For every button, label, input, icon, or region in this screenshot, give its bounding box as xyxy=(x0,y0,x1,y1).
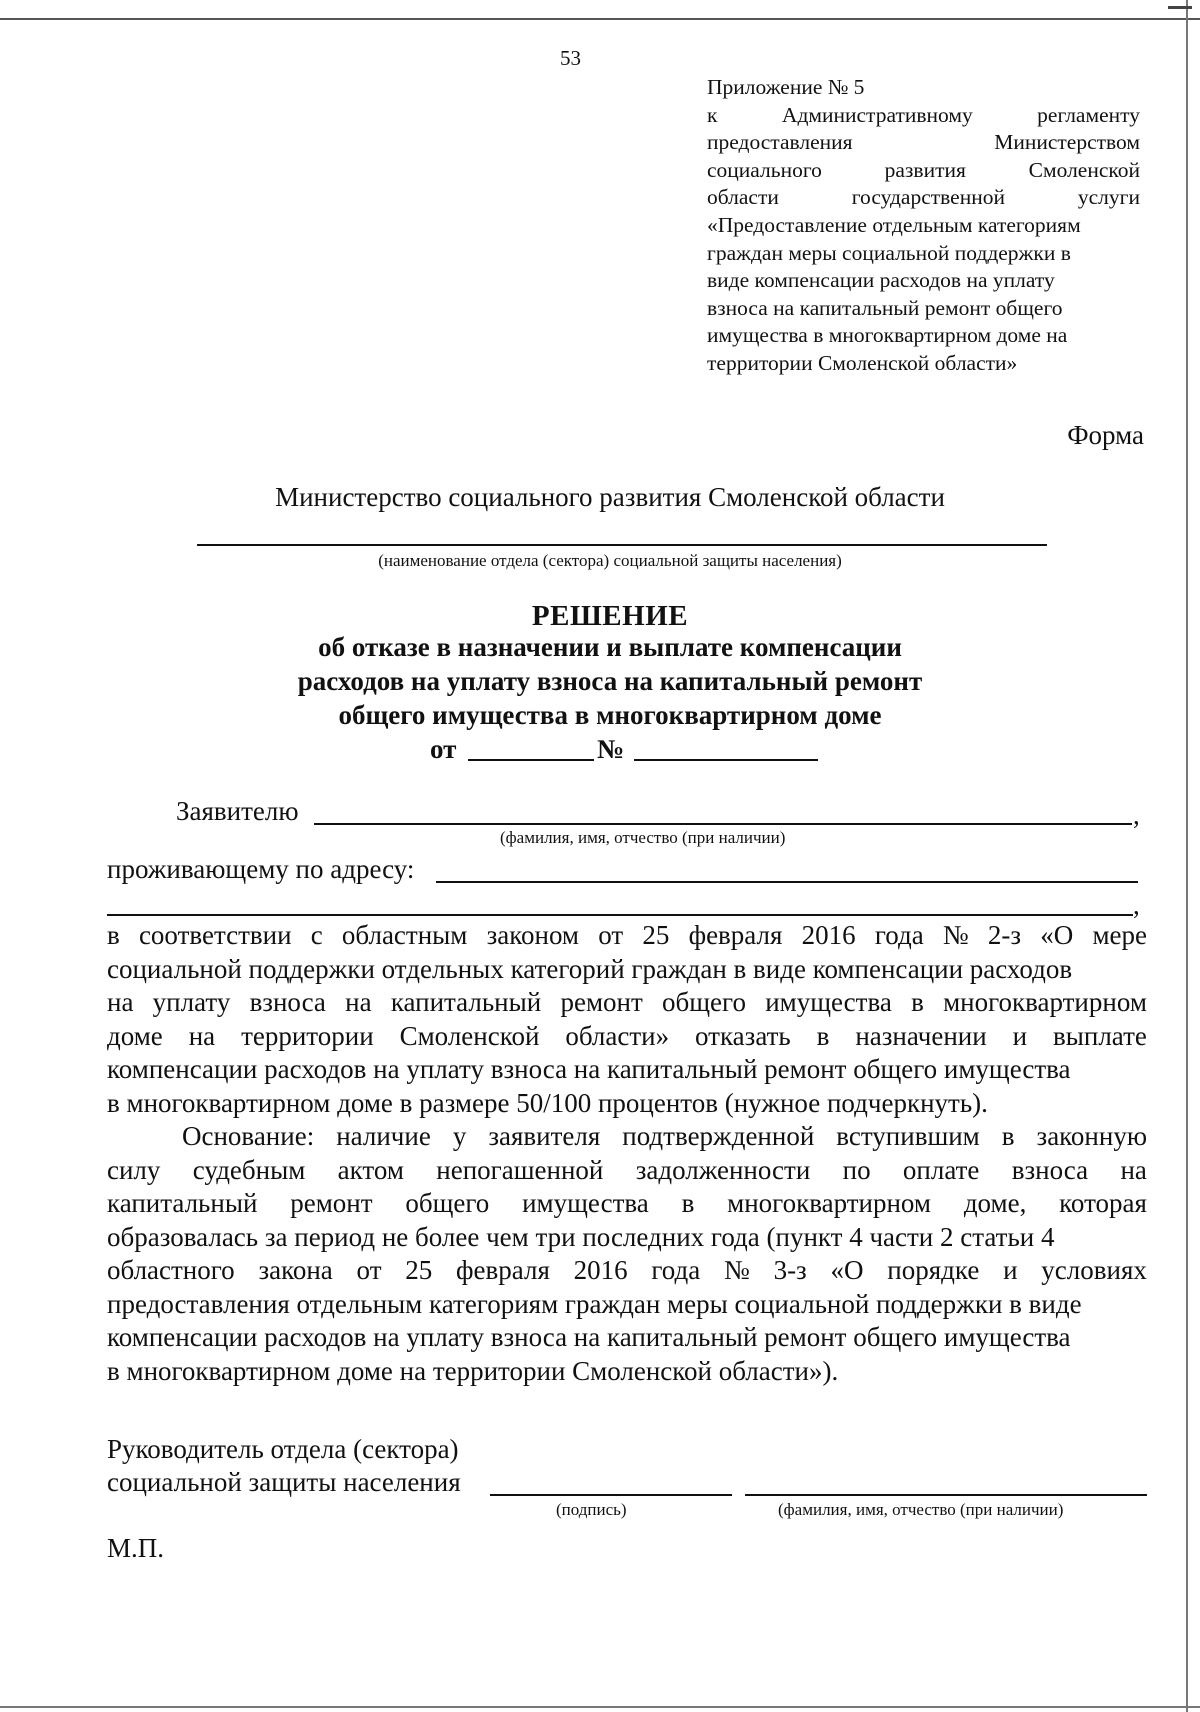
appendix-line: виде компенсации расходов на уплату xyxy=(707,268,1055,293)
appendix-line xyxy=(707,157,1140,185)
date-field[interactable] xyxy=(468,759,594,761)
address-field-line2[interactable] xyxy=(107,914,1133,916)
address-field[interactable] xyxy=(436,881,1138,883)
signatory-title-line2: социальной защиты населения xyxy=(107,1467,461,1497)
body-line: предоставления отдельным категориям граждан меры социальной поддержки в виде xyxy=(107,1288,1082,1319)
appendix-word: Смоленской xyxy=(1028,157,1140,182)
ministry-name: Министерство социального развития Смоленской области xyxy=(275,482,945,512)
scan-edge-top xyxy=(0,18,1200,20)
appendix-word: к xyxy=(707,102,718,127)
signature-caption: (подпись) xyxy=(556,1500,627,1519)
appendix-line: территории Смоленской области» xyxy=(707,350,1018,375)
appendix-word: развития xyxy=(884,157,966,182)
appendix-line: «Предоставление отдельным категориям xyxy=(707,212,1081,237)
appendix-line xyxy=(707,184,1140,212)
appendix-line: Приложение № 5 xyxy=(707,75,865,99)
decision-subtitle: об отказе в назначении и выплате компенсации xyxy=(318,632,902,662)
signatory-name-caption: (фамилия, имя, отчество (при наличии) xyxy=(778,1500,1064,1519)
decision-title: РЕШЕНИЕ xyxy=(531,600,689,632)
appendix-word: области xyxy=(707,185,779,210)
department-caption: (наименование отдела (сектора) социальной защиты населения) xyxy=(378,551,842,570)
number-field[interactable] xyxy=(634,759,818,761)
body-line: силу судебным актом непогашенной задолженности по оплате взноса на xyxy=(107,1154,1147,1185)
appendix-line: граждан меры социальной поддержки в xyxy=(707,240,1071,265)
page-number: 53 xyxy=(560,46,581,70)
stamp-placeholder: М.П. xyxy=(107,1533,165,1563)
body-line: доме на территории Смоленской области» отказать в назначении и выплате xyxy=(107,1020,1147,1051)
body-line: в многоквартирном доме на территории Смоленской области»). xyxy=(107,1355,839,1386)
applicant-name-field[interactable] xyxy=(314,823,1132,825)
appendix-word: регламенту xyxy=(1037,102,1140,127)
body-line: капитальный ремонт общего имущества в многоквартирном доме, которая xyxy=(107,1188,1147,1218)
body-line: областного закона от 25 февраля 2016 года № 3-з «О порядке и условиях xyxy=(107,1255,1147,1285)
appendix-word: предоставления xyxy=(707,130,853,155)
appendix-line xyxy=(707,102,1140,130)
appendix-word: Административному xyxy=(781,102,973,127)
number-label: № xyxy=(597,734,625,764)
body-line: социальной поддержки отдельных категорий граждан в виде компенсации расходов xyxy=(107,953,1073,984)
body-line: в соответствии с областным законом от 25 февраля 2016 года № 2-з «О мере xyxy=(107,920,1147,950)
body-line: образовалась за период не более чем три последних года (пункт 4 части 2 статьи 4 xyxy=(107,1221,1055,1252)
scan-edge-right xyxy=(1186,0,1188,1712)
appendix-line xyxy=(707,129,1140,157)
appendix-word: Министерством xyxy=(994,130,1140,155)
body-line: компенсации расходов на уплату взноса на капитальный ремонт общего имущества xyxy=(107,1054,1071,1084)
appendix-line: взноса на капитальный ремонт общего xyxy=(707,295,1063,320)
appendix-word: государственной xyxy=(851,185,1005,210)
signatory-title: Руководитель отдела (сектора) xyxy=(107,1434,459,1464)
body-line: Основание: наличие у заявителя подтвержденной вступившим в законную xyxy=(182,1121,1147,1151)
appendix-word: услуги xyxy=(1077,185,1140,210)
signature-field[interactable] xyxy=(490,1494,732,1496)
form-label: Форма xyxy=(1067,420,1144,450)
signatory-name-field[interactable] xyxy=(745,1494,1147,1496)
applicant-label: Заявителю xyxy=(176,796,299,826)
body-line: в многоквартирном доме в размере 50/100 процентов (нужное подчеркнуть). xyxy=(107,1087,988,1118)
address-comma: , xyxy=(1133,890,1140,920)
scan-mark xyxy=(1168,6,1192,9)
applicant-caption: (фамилия, имя, отчество (при наличии) xyxy=(500,828,786,847)
date-label: от xyxy=(430,734,457,764)
address-label: проживающему по адресу: xyxy=(107,854,415,884)
appendix-line: имущества в многоквартирном доме на xyxy=(707,323,1068,348)
appendix-header xyxy=(707,74,1140,378)
decision-subtitle: расходов на уплату взноса на капитальный ремонт xyxy=(297,666,923,696)
department-line xyxy=(197,544,1047,546)
decision-body xyxy=(107,919,1147,1388)
body-line: компенсации расходов на уплату взноса на капитальный ремонт общего имущества xyxy=(107,1322,1071,1352)
appendix-word: социального xyxy=(707,157,822,182)
scan-edge-bottom xyxy=(0,1706,1200,1708)
decision-subtitle: общего имущества в многоквартирном доме xyxy=(338,700,882,730)
body-line: на уплату взноса на капитальный ремонт общего имущества в многоквартирном xyxy=(107,987,1147,1017)
applicant-comma: , xyxy=(1133,800,1140,830)
